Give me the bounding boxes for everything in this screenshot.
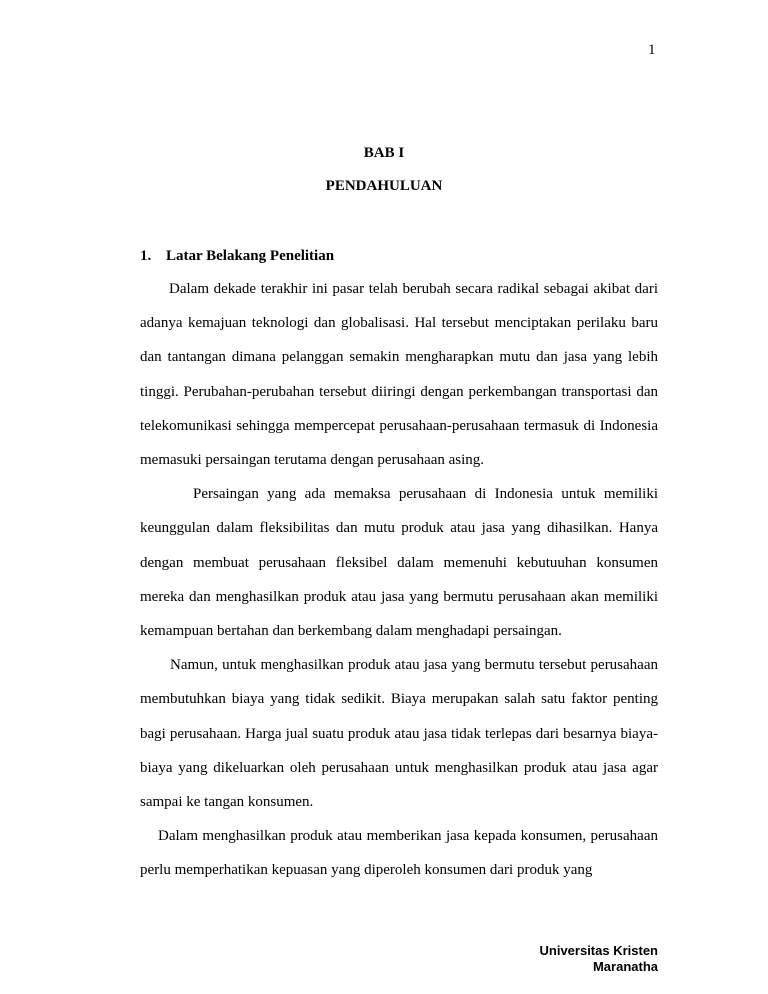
page-number: 1 xyxy=(648,42,656,58)
body-text xyxy=(140,272,658,888)
paragraph: Dalam menghasilkan produk atau memberikan jasa kepada konsumen, perusahaan perlu memperhatikan kepuasan yang diperoleh konsumen dari produk yang xyxy=(140,828,658,879)
chapter-title: PENDAHULUAN xyxy=(325,178,443,194)
paragraph: Dalam dekade terakhir ini pasar telah berubah secara radikal sebagai akibat dari adanya kemajuan teknologi dan globalisasi. Hal tersebut menciptakan perilaku baru dan tantangan dimana pelanggan semakin mengharapkan mutu dan jasa yang lebih tinggi. Perubahan-perubahan tersebut diiringi dengan perkembangan transportasi dan telekomunikasi sehingga mempercepat perusahaan-perusahaan termasuk di Indonesia memasuki persaingan terutama dengan perusahaan asing. xyxy=(140,281,658,469)
paragraph: Namun, untuk menghasilkan produk atau jasa yang bermutu tersebut perusahaan membutuhkan biaya yang tidak sedikit. Biaya merupakan salah satu faktor penting bagi perusahaan. Harga jual suatu produk atau jasa tidak terlepas dari besarnya biaya-biaya yang dikeluarkan oleh perusahaan untuk menghasilkan produk atau jasa agar sampai ke tangan konsumen. xyxy=(140,657,658,811)
chapter-number: BAB I xyxy=(363,145,405,161)
section-heading xyxy=(140,246,334,266)
paragraph: Persaingan yang ada memaksa perusahaan di Indonesia untuk memiliki keunggulan dalam fleksibilitas dan mutu produk atau jasa yang dihasilkan. Hanya dengan membuat perusahaan fleksibel dalam memenuhi kebutuuhan konsumen mereka dan menghasilkan produk atau jasa yang bermutu perusahaan akan memiliki kemampuan bertahan dan berkembang dalam menghadapi persaingan. xyxy=(140,486,658,640)
section-number: 1. xyxy=(140,248,152,264)
footer-institution: Universitas Kristen Maranatha xyxy=(539,943,658,974)
section-title: Latar Belakang Penelitian xyxy=(166,248,335,264)
